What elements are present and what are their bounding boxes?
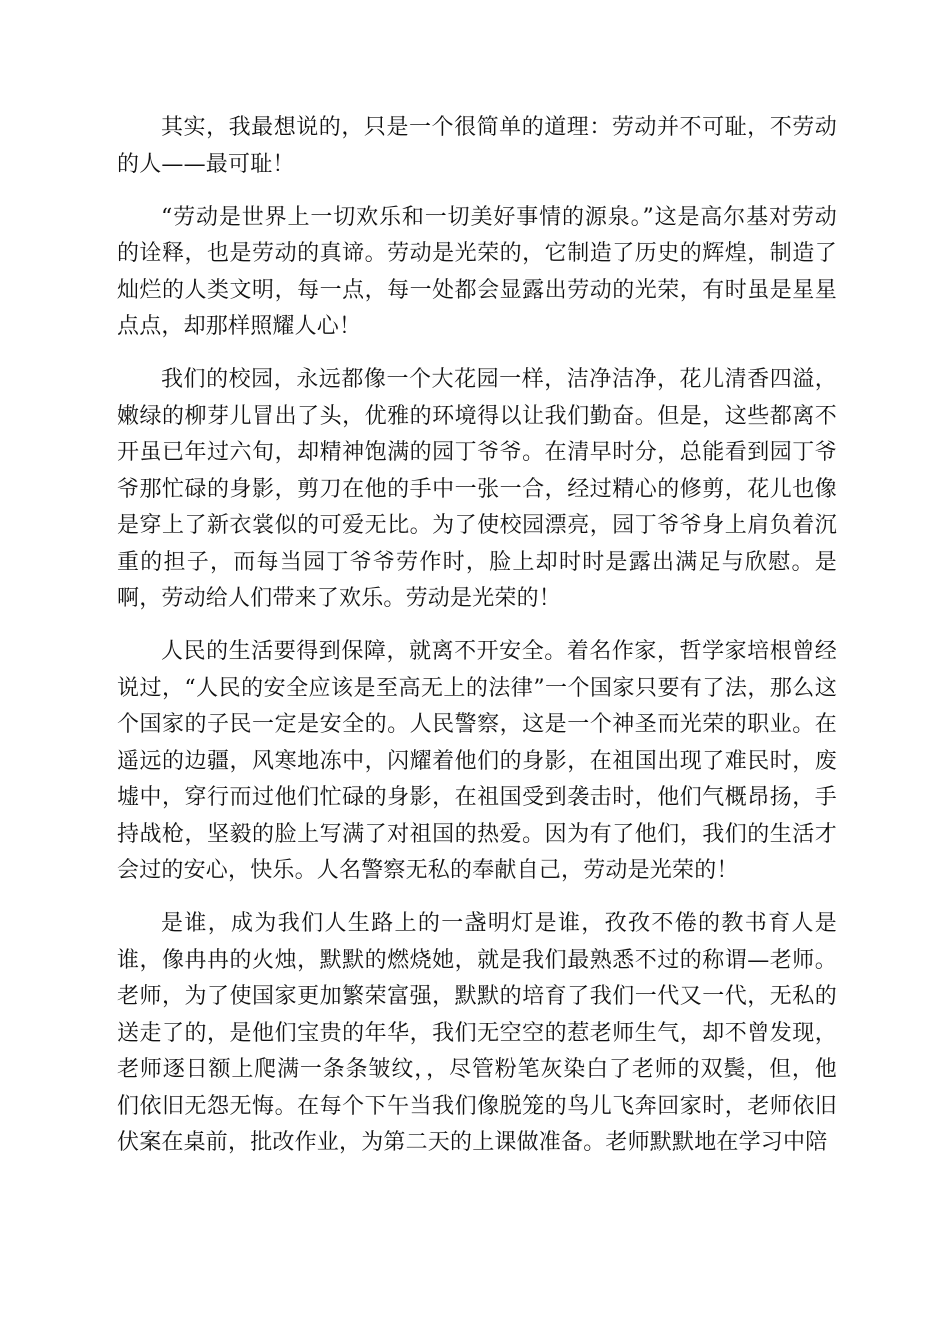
document-body xyxy=(117,110,837,1178)
paragraph-2: “劳动是世界上一切欢乐和一切美好事情的源泉。”这是高尔基对劳动的诠释，也是劳动的真谛。劳动是光荣的，它制造了历史的辉煌，制造了灿烂的人类文明，每一点，每一处都会显露出劳动的光荣，有时虽是星星点点，却那样照耀人心！ xyxy=(117,204,837,339)
paragraph-1: 其实，我最想说的，只是一个很简单的道理：劳动并不可耻，不劳动的人——最可耻！ xyxy=(117,115,837,177)
paragraph-4: 人民的生活要得到保障，就离不开安全。着名作家，哲学家培根曾经说过，“人民的安全应该是至高无上的法律”一个国家只要有了法，那么这个国家的子民一定是安全的。人民警察，这是一个神圣而光荣的职业。在遥远的边疆，风寒地冻中，闪耀着他们的身影，在祖国出现了难民时，废墟中，穿行而过他们忙碌的身影，在祖国受到袭击时，他们气概昂扬，手持战枪，坚毅的脸上写满了对祖国的热爱。因为有了他们，我们的生活才会过的安心，快乐。人名警察无私的奉献自己，劳动是光荣的！ xyxy=(117,639,837,883)
paragraph-3: 我们的校园，永远都像一个大花园一样，洁净洁净，花儿清香四溢，嫩绿的柳芽儿冒出了头，优雅的环境得以让我们勤奋。但是，这些都离不开虽已年过六旬，却精神饱满的园丁爷爷。在清早时分，总能看到园丁爷爷那忙碌的身影，剪刀在他的手中一张一合，经过精心的修剪，花儿也像是穿上了新衣裳似的可爱无比。为了使校园漂亮，园丁爷爷身上肩负着沉重的担子，而每当园丁爷爷劳作时，脸上却时时是露出满足与欣慰。是啊，劳动给人们带来了欢乐。劳动是光荣的！ xyxy=(117,367,837,611)
paragraph-5: 是谁，成为我们人生路上的一盏明灯是谁，孜孜不倦的教书育人是谁，像冉冉的火烛，默默的燃烧她，就是我们最熟悉不过的称谓—老师。老师，为了使国家更加繁荣富强，默默的培育了我们一代又一代，无私的送走了的，是他们宝贵的年华，我们无空空的惹老师生气，却不曾发现，老师逐日额上爬满一条条皱纹，，尽管粉笔灰染白了老师的双鬓，但，他们依旧无怨无悔。在每个下午当我们像脱笼的鸟儿飞奔回家时，老师依旧伏案在桌前，批改作业，为第二天的上课做准备。老师默默地在学习中陪 xyxy=(117,911,837,1155)
